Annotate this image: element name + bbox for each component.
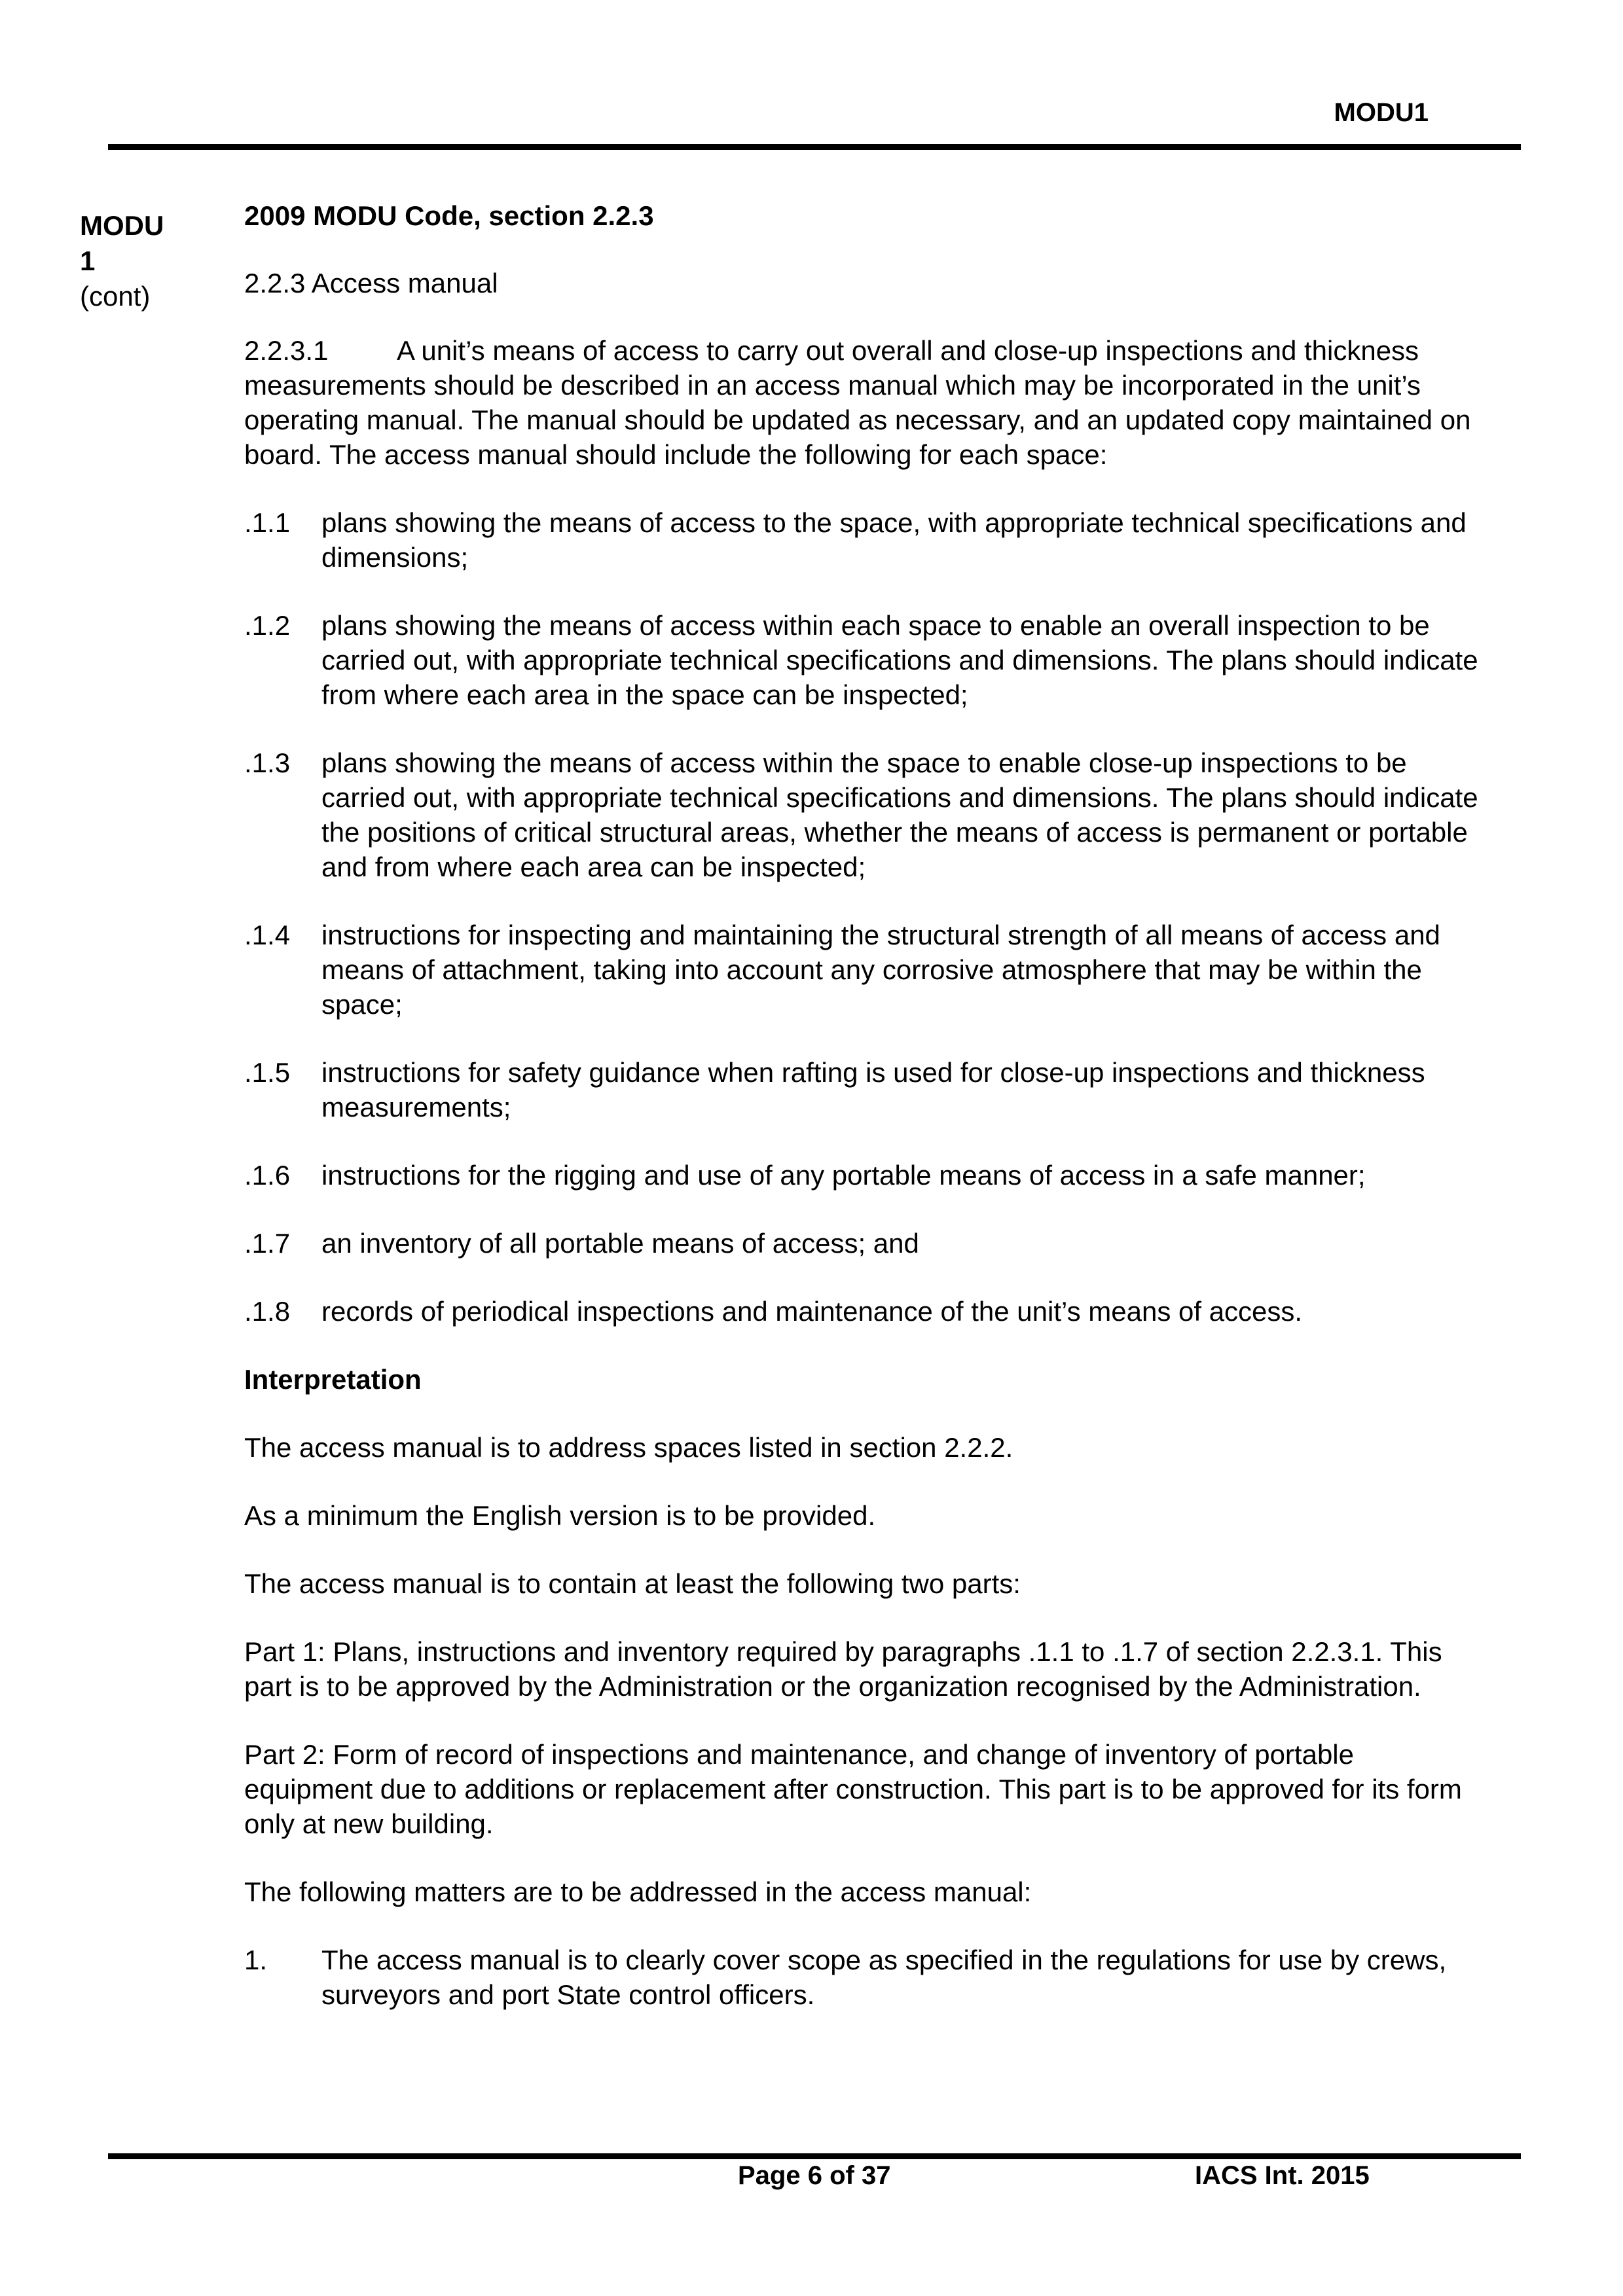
paragraph-number: 2.2.3.1 — [244, 335, 329, 366]
section-paragraph — [244, 333, 1488, 472]
section-title: 2009 MODU Code, section 2.2.3 — [244, 200, 654, 231]
list-item-number: .1.3 — [244, 747, 291, 778]
list-item-number: .1.6 — [244, 1160, 291, 1191]
footer-rule — [108, 2153, 1521, 2159]
interpretation-paragraph: As a minimum the English version is to be provided. — [244, 1500, 876, 1531]
list-item-text: instructions for safety guidance when rafting is used for close-up inspections and thickness measurements; — [321, 1057, 1425, 1122]
list-item-number: .1.8 — [244, 1296, 291, 1327]
list-item — [244, 608, 1488, 712]
list-item-number: .1.4 — [244, 920, 291, 950]
interpretation-paragraph: Part 2: Form of record of inspections and maintenance, and change of inventory of portable equipment due to additions or replacement after construction. This part is to be approved for its form only at new building. — [244, 1739, 1462, 1839]
list-item — [244, 918, 1488, 1022]
list-item — [244, 1226, 1488, 1261]
list-item — [244, 505, 1488, 575]
interpretation-heading: Interpretation — [244, 1364, 422, 1395]
list-item-number: 1. — [244, 1945, 268, 1975]
margin-note-number: 1 — [80, 245, 96, 276]
list-item-text: instructions for the rigging and use of any portable means of access in a safe manner; — [321, 1160, 1366, 1191]
interpretation-paragraph: The following matters are to be addressed in the access manual: — [244, 1876, 1032, 1907]
page-header-code: MODU1 — [1334, 98, 1429, 127]
list-item — [244, 1055, 1488, 1124]
interpretation-paragraph: The access manual is to contain at least the following two parts: — [244, 1568, 1021, 1599]
margin-note-code: MODU — [80, 210, 164, 241]
paragraph-text: A unit’s means of access to carry out overall and close-up inspections and thickness measurements should be described in an access manual which may be incorporated in the unit’s operating manual. The manual should be updated as necessary, and an updated copy maintained on board. The access manual should include the following for each space: — [244, 335, 1471, 470]
list-item — [244, 1158, 1488, 1193]
footer-reference: IACS Int. 2015 — [1195, 2161, 1370, 2190]
header-rule — [108, 144, 1521, 150]
margin-note-cont: (cont) — [80, 281, 151, 312]
list-item-number: .1.2 — [244, 610, 291, 641]
margin-note — [80, 208, 185, 314]
interpretation-paragraph: The access manual is to address spaces listed in section 2.2.2. — [244, 1432, 1013, 1463]
list-item-text: plans showing the means of access within each space to enable an overall inspection to be carried out, with appropriate technical specifications and dimensions. The plans should indicate from where each area in the space can be inspected; — [321, 610, 1478, 710]
list-item-text: an inventory of all portable means of access; and — [321, 1228, 919, 1259]
list-item-number: .1.5 — [244, 1057, 291, 1088]
list-item — [244, 745, 1488, 884]
list-item-text: instructions for inspecting and maintaining the structural strength of all means of access and means of attachment, taking into account any corrosive atmosphere that may be within the space; — [321, 920, 1440, 1020]
list-item-number: .1.7 — [244, 1228, 291, 1259]
section-subtitle: 2.2.3 Access manual — [244, 268, 498, 298]
list-item — [244, 1294, 1488, 1329]
interpretation-paragraph: Part 1: Plans, instructions and inventory required by paragraphs .1.1 to .1.7 of section 2.2.3.1. This part is to be approved by the Administration or the organization recognised by the Administration. — [244, 1636, 1442, 1702]
footer-page-number: Page 6 of 37 — [738, 2161, 891, 2190]
list-item — [244, 1943, 1488, 2012]
list-item-text: plans showing the means of access within the space to enable close-up inspections to be carried out, with appropriate technical specifications and dimensions. The plans should indicate the positions of critical structural areas, whether the means of access is permanent or portable and from where each area can be inspected; — [321, 747, 1478, 882]
list-item-number: .1.1 — [244, 507, 291, 538]
list-item-text: plans showing the means of access to the space, with appropriate technical specifications and dimensions; — [321, 507, 1467, 573]
list-item-text: The access manual is to clearly cover scope as specified in the regulations for use by crews, surveyors and port State control officers. — [321, 1945, 1447, 2010]
list-item-text: records of periodical inspections and maintenance of the unit’s means of access. — [321, 1296, 1303, 1327]
main-content — [244, 198, 1488, 2012]
